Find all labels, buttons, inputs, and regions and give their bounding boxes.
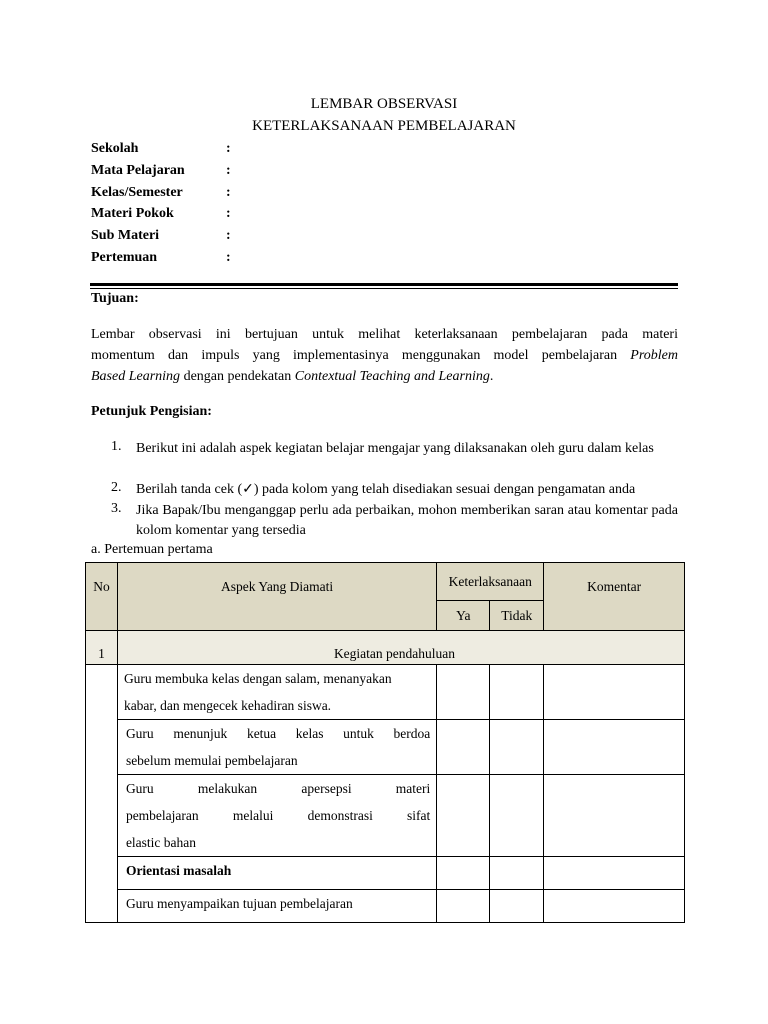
ya-checkbox-cell[interactable] xyxy=(437,890,490,923)
tidak-checkbox-cell[interactable] xyxy=(490,857,544,890)
header-no: No xyxy=(86,563,118,631)
ya-checkbox-cell[interactable] xyxy=(437,665,490,720)
tidak-checkbox-cell[interactable] xyxy=(490,775,544,857)
list-number: 1. xyxy=(111,439,122,454)
field-label-sub-materi: Sub Materi xyxy=(91,228,160,243)
table-row xyxy=(86,857,685,890)
observation-table xyxy=(85,562,685,923)
tidak-checkbox-cell[interactable] xyxy=(490,720,544,775)
tidak-checkbox-cell[interactable] xyxy=(490,665,544,720)
table-row xyxy=(86,665,685,720)
list-item: Berilah tanda cek (✓) pada kolom yang telah disediakan sesuai dengan pengamatan anda xyxy=(136,482,636,497)
header-ya: Ya xyxy=(437,601,490,631)
row-number-cell xyxy=(86,665,118,923)
list-item: Jika Bapak/Ibu menganggap perlu ada perbaikan, mohon memberikan saran atau komentar pada kolom komentar yang tersedia xyxy=(136,503,678,538)
aspek-line: Guru membuka kelas dengan salam, menanyakan xyxy=(123,671,392,686)
field-colon: : xyxy=(226,185,231,200)
aspek-line: Orientasi masalah xyxy=(125,863,232,878)
field-colon: : xyxy=(226,250,231,265)
header-komentar: Komentar xyxy=(544,563,685,631)
section-number: 1 xyxy=(86,631,118,665)
header-tidak: Tidak xyxy=(490,601,544,631)
aspek-line: Guru menunjuk ketua kelas untuk berdoa xyxy=(125,726,431,741)
komentar-cell[interactable] xyxy=(544,665,685,720)
aspek-cell xyxy=(117,665,436,720)
aspek-line: Guru melakukan apersepsi materi xyxy=(125,781,431,796)
field-label-mata-pelajaran: Mata Pelajaran xyxy=(91,163,185,178)
table-row xyxy=(86,720,685,775)
list-number: 3. xyxy=(111,501,122,516)
document-title: LEMBAR OBSERVASI xyxy=(310,96,458,112)
list-item: Berikut ini adalah aspek kegiatan belajar mengajar yang dilaksanakan oleh guru dalam kelas xyxy=(136,441,654,456)
field-label-kelas-semester: Kelas/Semester xyxy=(91,185,183,200)
komentar-cell[interactable] xyxy=(544,720,685,775)
table-row xyxy=(86,775,685,857)
section-title: Kegiatan pendahuluan xyxy=(117,631,684,665)
field-label-pertemuan: Pertemuan xyxy=(91,250,158,265)
field-colon: : xyxy=(226,163,231,178)
aspek-line: pembelajaran melalui demonstrasi sifat xyxy=(125,808,431,823)
ya-checkbox-cell[interactable] xyxy=(437,720,490,775)
tidak-checkbox-cell[interactable] xyxy=(490,890,544,923)
header-aspek: Aspek Yang Diamati xyxy=(117,563,436,631)
aspek-cell xyxy=(117,890,436,923)
aspek-line: elastic bahan xyxy=(125,835,197,850)
tujuan-line-3: Based Learning dengan pendekatan Contextual Teaching and Learning. xyxy=(91,369,494,384)
header-keterlaksanaan: Keterlaksanaan xyxy=(437,563,544,601)
ya-checkbox-cell[interactable] xyxy=(437,857,490,890)
divider-thin xyxy=(90,288,678,289)
ya-checkbox-cell[interactable] xyxy=(437,775,490,857)
aspek-line: kabar, dan mengecek kehadiran siswa. xyxy=(123,698,332,713)
aspek-line: Guru menyampaikan tujuan pembelajaran xyxy=(125,896,353,911)
field-label-sekolah: Sekolah xyxy=(91,141,139,156)
table-row xyxy=(86,890,685,923)
tujuan-line-1: Lembar observasi ini bertujuan untuk melihat keterlaksanaan pembelajaran pada materi xyxy=(91,327,678,342)
komentar-cell[interactable] xyxy=(544,890,685,923)
petunjuk-heading: Petunjuk Pengisian: xyxy=(91,404,212,419)
divider-thick xyxy=(90,283,678,286)
field-label-materi-pokok: Materi Pokok xyxy=(91,206,174,221)
list-number: 2. xyxy=(111,480,122,495)
tujuan-line-2: momentum dan impuls yang implementasinya menggunakan model pembelajaran Problem xyxy=(91,348,678,363)
aspek-cell xyxy=(117,720,436,775)
aspek-cell xyxy=(117,857,436,890)
field-colon: : xyxy=(226,228,231,243)
komentar-cell[interactable] xyxy=(544,775,685,857)
meeting-label: a. Pertemuan pertama xyxy=(91,542,213,557)
tujuan-heading: Tujuan: xyxy=(91,291,139,306)
aspek-line: sebelum memulai pembelajaran xyxy=(125,753,298,768)
aspek-cell xyxy=(117,775,436,857)
field-colon: : xyxy=(226,206,231,221)
document-subtitle: KETERLAKSANAAN PEMBELAJARAN xyxy=(252,118,516,134)
komentar-cell[interactable] xyxy=(544,857,685,890)
field-colon: : xyxy=(226,141,231,156)
